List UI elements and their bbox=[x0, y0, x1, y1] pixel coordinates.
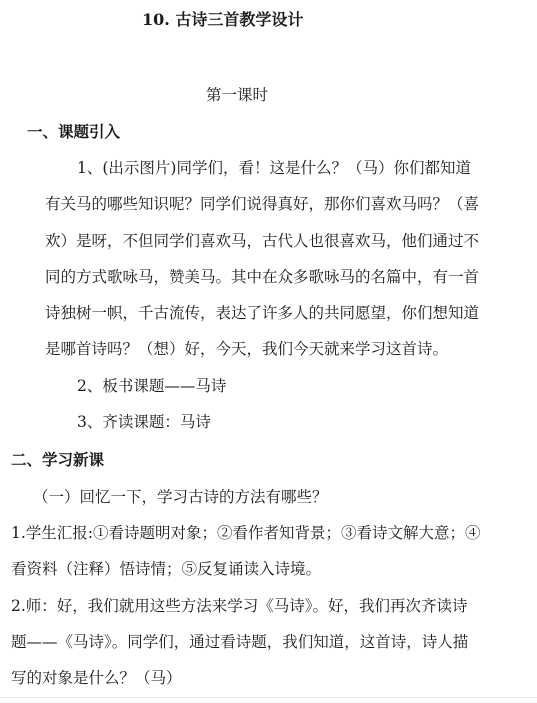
intro-paragraph-line: 有关马的哪些知识呢？同学们说得真好，那你们喜欢马吗？（喜 bbox=[45, 195, 480, 213]
lesson-subtitle: 第一课时 bbox=[206, 86, 269, 104]
intro-item-2: 2、板书课题——马诗 bbox=[77, 377, 227, 395]
lesson-paragraph-line: 1.学生汇报:①看诗题明对象；②看作者知背景；③看诗文解大意；④ bbox=[11, 524, 481, 542]
page-bottom-divider bbox=[0, 697, 537, 698]
lesson-subheading: （一）回忆一下，学习古诗的方法有哪些？ bbox=[33, 488, 328, 506]
intro-paragraph-line: 1、(出示图片)同学们，看！这是什么？（马）你们都知道 bbox=[77, 159, 471, 177]
intro-paragraph-line: 欢）是呀，不但同学们喜欢马，古代人也很喜欢马，他们通过不 bbox=[45, 232, 480, 250]
page-title: 10. 古诗三首教学设计 bbox=[142, 10, 304, 29]
lesson-paragraph-line: 写的对象是什么？（马） bbox=[11, 669, 182, 687]
intro-item-3: 3、齐读课题：马诗 bbox=[77, 413, 211, 431]
section-heading-new-lesson: 二、学习新课 bbox=[11, 450, 105, 469]
intro-paragraph-line: 是哪首诗吗？（想）好，今天，我们今天就来学习这首诗。 bbox=[45, 340, 449, 358]
intro-paragraph-line: 诗独树一帜，千古流传，表达了许多人的共同愿望，你们想知道 bbox=[45, 304, 480, 322]
lesson-paragraph-line: 2.师：好，我们就用这些方法来学习《马诗》。好，我们再次齐读诗 bbox=[11, 597, 468, 615]
lesson-paragraph-line: 看资料（注释）悟诗情；⑤反复诵读入诗境。 bbox=[11, 560, 322, 578]
lesson-paragraph-line: 题——《马诗》。同学们，通过看诗题，我们知道，这首诗，诗人描 bbox=[11, 633, 469, 651]
section-heading-intro: 一、课题引入 bbox=[27, 122, 121, 141]
intro-paragraph-line: 同的方式歌咏马，赞美马。其中在众多歌咏马的名篇中，有一首 bbox=[45, 268, 480, 286]
